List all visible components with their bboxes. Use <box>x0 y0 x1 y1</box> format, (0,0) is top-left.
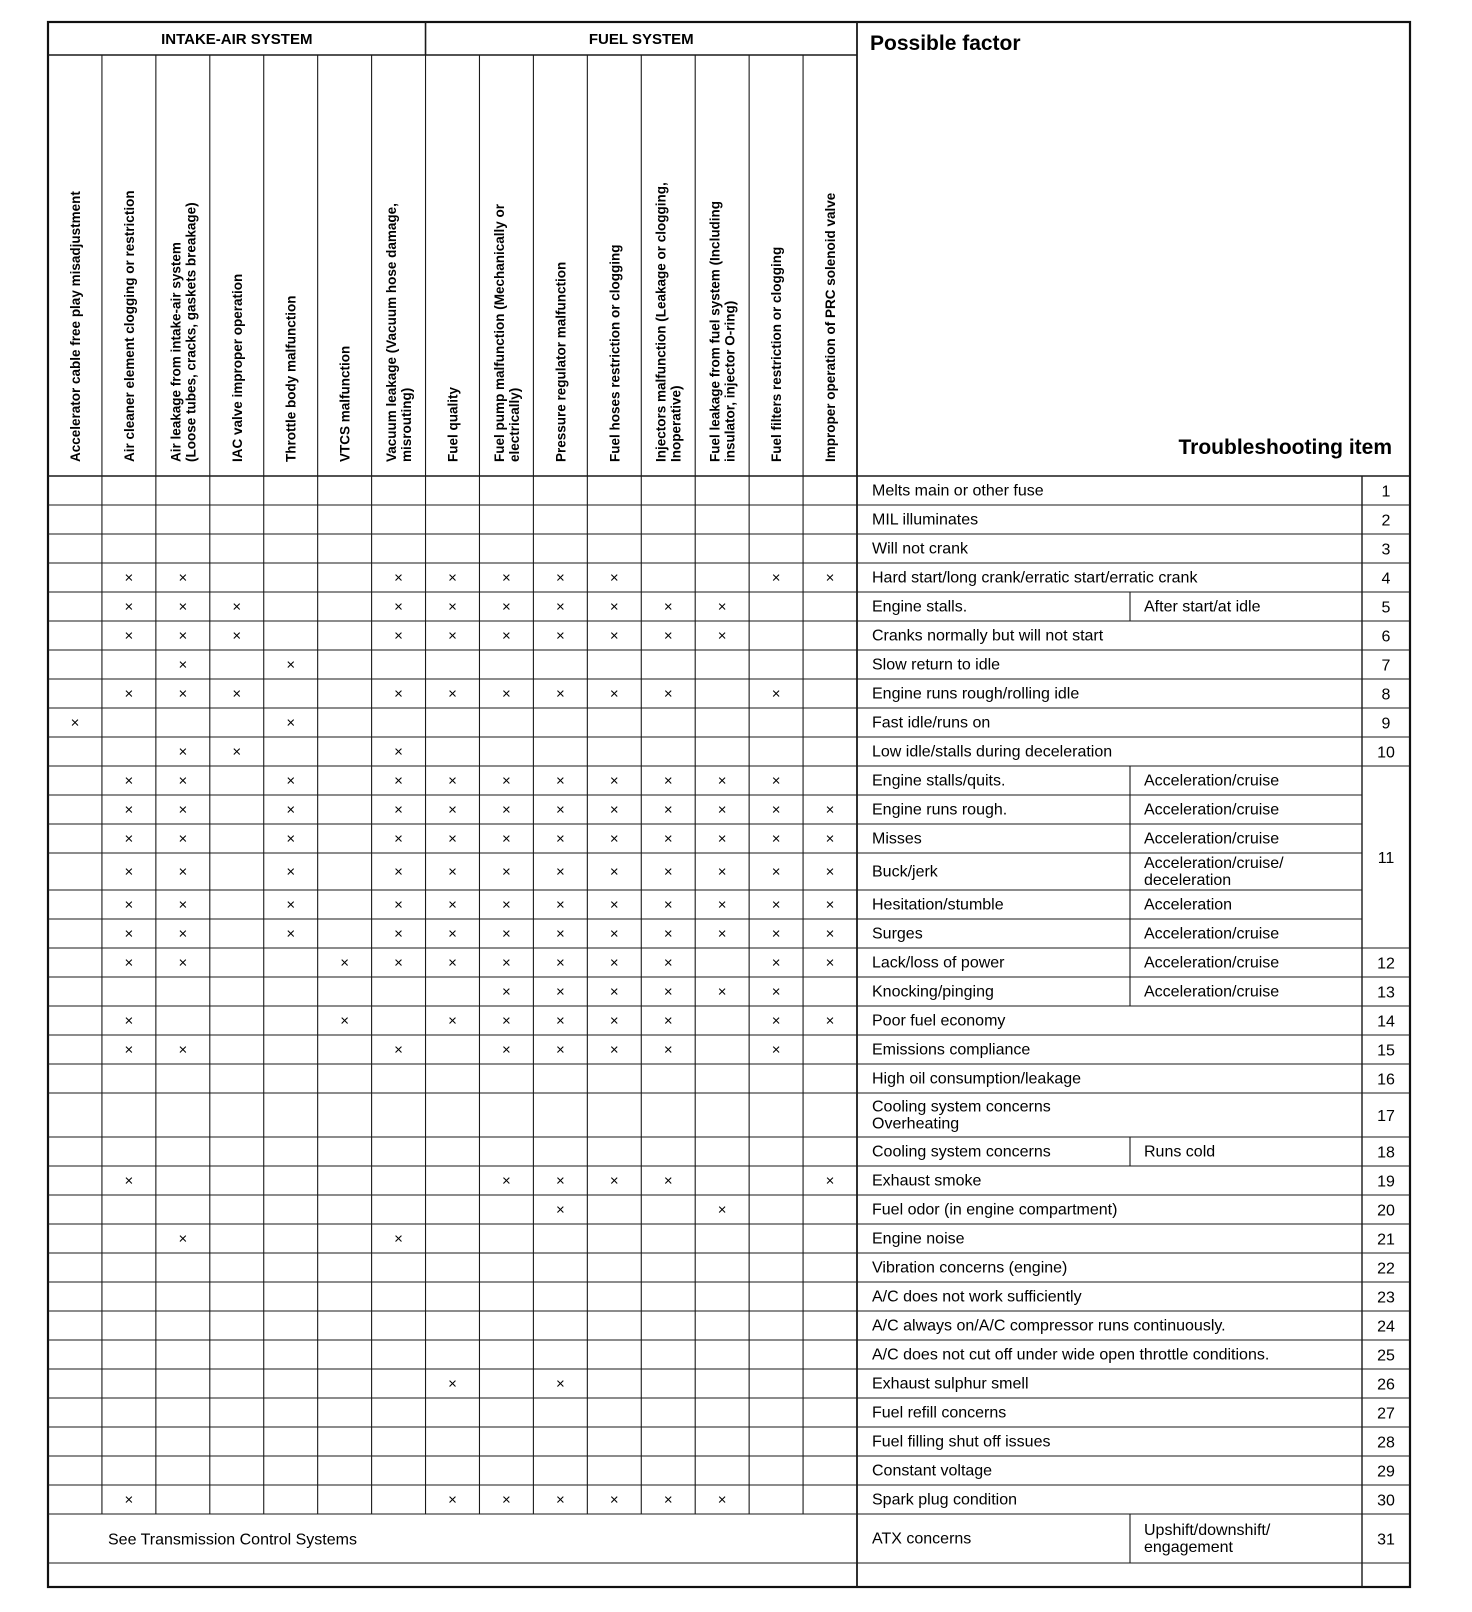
condition-label: Acceleration/cruise <box>1144 925 1280 943</box>
item-number: 8 <box>1381 686 1391 704</box>
troubleshooting-item-label: Fuel refill concerns <box>872 1404 1007 1422</box>
factor-mark: × <box>394 896 403 914</box>
factor-mark: × <box>502 801 511 819</box>
factor-mark: × <box>771 685 781 703</box>
troubleshooting-item-label: MIL illuminates <box>872 511 979 529</box>
factor-mark: × <box>502 1012 511 1030</box>
troubleshooting-item-label: Exhaust smoke <box>872 1172 982 1190</box>
factor-mark: × <box>124 1491 134 1509</box>
factor-mark: × <box>555 569 565 587</box>
column-heading: Air leakage from intake-air system <box>168 242 184 462</box>
factor-mark: × <box>717 1491 727 1509</box>
factor-mark: × <box>178 925 188 943</box>
factor-mark: × <box>663 1491 673 1509</box>
factor-mark: × <box>124 598 134 616</box>
factor-mark: × <box>825 801 835 819</box>
troubleshooting-item-label: Misses <box>872 830 922 848</box>
troubleshooting-item-label: Overheating <box>872 1115 960 1133</box>
troubleshooting-item-label: A/C does not cut off under wide open throttle conditions. <box>872 1346 1270 1364</box>
factor-mark: × <box>124 801 134 819</box>
column-heading: Vacuum leakage (Vacuum hose damage, <box>384 203 400 462</box>
item-number: 9 <box>1381 715 1391 733</box>
troubleshooting-item-label: Cooling system concerns <box>872 1098 1051 1116</box>
factor-mark: × <box>663 896 673 914</box>
factor-mark: × <box>663 801 673 819</box>
factor-mark: × <box>448 1012 457 1030</box>
factor-mark: × <box>609 983 619 1001</box>
condition-label: Upshift/downshift/ <box>1144 1522 1271 1539</box>
factor-mark: × <box>286 801 296 819</box>
factor-mark: × <box>178 598 188 616</box>
column-heading: Injectors malfunction (Leakage or clogging, <box>653 182 669 462</box>
factor-mark: × <box>502 830 511 848</box>
factor-mark: × <box>609 685 619 703</box>
factor-mark: × <box>555 830 565 848</box>
factor-mark: × <box>502 685 511 703</box>
factor-mark: × <box>555 1491 565 1509</box>
factor-mark: × <box>394 863 403 881</box>
factor-mark: × <box>825 1172 835 1190</box>
factor-mark: × <box>178 954 188 972</box>
factor-mark: × <box>555 685 565 703</box>
column-heading: VTCS malfunction <box>337 345 353 462</box>
troubleshooting-item-label: ATX concerns <box>872 1530 972 1548</box>
factor-mark: × <box>178 1230 188 1248</box>
factor-mark: × <box>663 863 673 881</box>
factor-mark: × <box>717 863 727 881</box>
factor-mark: × <box>124 772 134 790</box>
factor-mark: × <box>394 830 403 848</box>
item-number: 21 <box>1377 1231 1395 1249</box>
factor-mark: × <box>448 954 457 972</box>
factor-mark: × <box>124 925 134 943</box>
factor-mark: × <box>124 896 134 914</box>
factor-mark: × <box>502 1172 511 1190</box>
troubleshooting-item-label: Surges <box>872 925 923 943</box>
factor-mark: × <box>394 685 403 703</box>
troubleshooting-item-label: Cranks normally but will not start <box>872 627 1104 645</box>
factor-mark: × <box>609 598 619 616</box>
factor-mark: × <box>178 830 188 848</box>
item-number: 11 <box>1377 850 1395 867</box>
factor-mark: × <box>771 896 781 914</box>
factor-mark: × <box>394 801 403 819</box>
item-number: 18 <box>1377 1144 1395 1162</box>
item-number: 23 <box>1377 1289 1395 1307</box>
factor-mark: × <box>609 569 619 587</box>
item-number: 19 <box>1377 1173 1395 1191</box>
factor-mark: × <box>663 830 673 848</box>
troubleshooting-item-label: Will not crank <box>872 540 969 558</box>
factor-mark: × <box>825 925 835 943</box>
factor-mark: × <box>394 772 403 790</box>
factor-mark: × <box>394 627 403 645</box>
factor-mark: × <box>70 714 80 732</box>
factor-mark: × <box>340 1012 350 1030</box>
column-heading: Pressure regulator malfunction <box>553 261 569 462</box>
factor-mark: × <box>717 598 727 616</box>
factor-mark: × <box>232 743 242 761</box>
factor-mark: × <box>717 925 727 943</box>
troubleshooting-item-label: Engine stalls. <box>872 598 968 616</box>
column-heading: misrouting) <box>399 387 415 462</box>
column-heading: Air cleaner element clogging or restriction <box>121 190 137 462</box>
troubleshooting-item-label: Constant voltage <box>872 1462 993 1480</box>
item-number: 24 <box>1377 1318 1395 1336</box>
factor-mark: × <box>286 656 296 674</box>
factor-mark: × <box>502 627 511 645</box>
factor-mark: × <box>286 714 296 732</box>
factor-mark: × <box>124 1012 134 1030</box>
troubleshooting-item-label: Low idle/stalls during deceleration <box>872 743 1113 761</box>
troubleshooting-item-label: Cooling system concerns <box>872 1143 1051 1161</box>
factor-mark: × <box>178 656 188 674</box>
factor-mark: × <box>555 896 565 914</box>
condition-label: Acceleration/cruise <box>1144 954 1280 972</box>
item-number: 2 <box>1381 512 1391 530</box>
factor-mark: × <box>448 801 457 819</box>
troubleshooting-item-label: Engine runs rough. <box>872 801 1008 819</box>
factor-mark: × <box>717 830 727 848</box>
factor-mark: × <box>178 685 188 703</box>
factor-mark: × <box>609 830 619 848</box>
factor-mark: × <box>555 1041 565 1059</box>
troubleshooting-item-label: Fast idle/runs on <box>872 714 991 732</box>
factor-mark: × <box>178 743 188 761</box>
troubleshooting-item-label: Slow return to idle <box>872 656 1001 674</box>
factor-mark: × <box>448 598 457 616</box>
condition-label: Acceleration <box>1144 896 1233 914</box>
item-number: 3 <box>1381 541 1391 559</box>
factor-mark: × <box>609 801 619 819</box>
factor-mark: × <box>555 1201 565 1219</box>
factor-mark: × <box>502 772 511 790</box>
factor-mark: × <box>286 896 296 914</box>
condition-label: Runs cold <box>1144 1143 1216 1161</box>
troubleshooting-item-label: Hard start/long crank/erratic start/erratic crank <box>872 569 1198 587</box>
factor-mark: × <box>555 983 565 1001</box>
item-number: 17 <box>1377 1108 1395 1125</box>
troubleshooting-item-label: Lack/loss of power <box>872 954 1005 972</box>
factor-mark: × <box>286 830 296 848</box>
factor-mark: × <box>663 685 673 703</box>
factor-mark: × <box>124 954 134 972</box>
factor-mark: × <box>448 925 457 943</box>
factor-mark: × <box>609 1491 619 1509</box>
item-number: 31 <box>1377 1531 1395 1549</box>
item-number: 5 <box>1381 599 1391 617</box>
factor-mark: × <box>717 801 727 819</box>
factor-mark: × <box>394 925 403 943</box>
condition-label: Acceleration/cruise <box>1144 772 1280 790</box>
factor-mark: × <box>609 1041 619 1059</box>
item-number: 29 <box>1377 1463 1395 1481</box>
factor-mark: × <box>825 1012 835 1030</box>
condition-label: Acceleration/cruise <box>1144 830 1280 848</box>
factor-mark: × <box>448 569 457 587</box>
factor-mark: × <box>394 1230 403 1248</box>
factor-mark: × <box>178 569 188 587</box>
factor-mark: × <box>663 598 673 616</box>
factor-mark: × <box>717 983 727 1001</box>
column-heading: (Loose tubes, cracks, gaskets breakage) <box>183 202 199 463</box>
factor-mark: × <box>448 1375 457 1393</box>
troubleshooting-item-label: Vibration concerns (engine) <box>872 1259 1068 1277</box>
column-heading: Fuel leakage from fuel system (Including <box>707 200 723 462</box>
condition-label: engagement <box>1144 1539 1233 1556</box>
factor-mark: × <box>609 627 619 645</box>
factor-mark: × <box>771 925 781 943</box>
factor-mark: × <box>555 1172 565 1190</box>
condition-label: deceleration <box>1144 872 1232 889</box>
factor-mark: × <box>124 830 134 848</box>
factor-mark: × <box>771 1041 781 1059</box>
factor-mark: × <box>663 1012 673 1030</box>
factor-mark: × <box>771 863 781 881</box>
column-heading: Fuel filters restriction or clogging <box>769 246 785 462</box>
factor-mark: × <box>232 627 242 645</box>
factor-mark: × <box>663 1041 673 1059</box>
factor-mark: × <box>502 925 511 943</box>
factor-mark: × <box>448 896 457 914</box>
factor-mark: × <box>555 801 565 819</box>
column-heading: insulator, injector O-ring) <box>722 300 738 462</box>
troubleshooting-item-label: A/C always on/A/C compressor runs continuously. <box>872 1317 1226 1335</box>
factor-mark: × <box>502 983 511 1001</box>
factor-mark: × <box>394 1041 403 1059</box>
factor-mark: × <box>178 627 188 645</box>
factor-mark: × <box>448 830 457 848</box>
factor-mark: × <box>609 1172 619 1190</box>
factor-mark: × <box>124 1172 134 1190</box>
column-heading: Fuel quality <box>445 386 461 462</box>
factor-mark: × <box>124 863 134 881</box>
factor-mark: × <box>771 983 781 1001</box>
factor-mark: × <box>232 598 242 616</box>
factor-mark: × <box>178 896 188 914</box>
factor-mark: × <box>178 801 188 819</box>
column-heading: Throttle body malfunction <box>283 295 299 462</box>
troubleshooting-item-label: Engine noise <box>872 1230 965 1248</box>
troubleshooting-item-label: Fuel filling shut off issues <box>872 1433 1051 1451</box>
factor-mark: × <box>825 954 835 972</box>
factor-mark: × <box>555 627 565 645</box>
factor-mark: × <box>555 772 565 790</box>
item-number: 7 <box>1381 657 1391 675</box>
factor-mark: × <box>609 896 619 914</box>
factor-mark: × <box>555 1375 565 1393</box>
item-number: 14 <box>1377 1013 1395 1031</box>
factor-mark: × <box>609 954 619 972</box>
possible-factor-title: Possible factor <box>870 32 1021 55</box>
factor-mark: × <box>771 1012 781 1030</box>
item-number: 22 <box>1377 1260 1395 1278</box>
group-label: INTAKE-AIR SYSTEM <box>161 31 313 48</box>
factor-mark: × <box>286 863 296 881</box>
troubleshooting-item-label: Poor fuel economy <box>872 1012 1006 1030</box>
factor-mark: × <box>825 863 835 881</box>
column-heading: Fuel pump malfunction (Mechanically or <box>491 203 507 462</box>
factor-mark: × <box>502 1491 511 1509</box>
factor-mark: × <box>286 925 296 943</box>
column-heading: IAC valve improper operation <box>229 273 245 462</box>
factor-mark: × <box>502 896 511 914</box>
column-heading: Improper operation of PRC solenoid valve <box>823 192 839 462</box>
factor-mark: × <box>555 1012 565 1030</box>
factor-mark: × <box>555 863 565 881</box>
factor-mark: × <box>178 1041 188 1059</box>
troubleshooting-item-label: Buck/jerk <box>872 863 938 881</box>
item-number: 26 <box>1377 1376 1395 1394</box>
factor-mark: × <box>502 863 511 881</box>
troubleshooting-item-label: Spark plug condition <box>872 1491 1017 1509</box>
factor-mark: × <box>286 772 296 790</box>
factor-mark: × <box>771 569 781 587</box>
factor-mark: × <box>771 954 781 972</box>
factor-mark: × <box>394 954 403 972</box>
item-number: 15 <box>1377 1042 1395 1060</box>
troubleshooting-item-label: Engine stalls/quits. <box>872 772 1006 790</box>
factor-mark: × <box>448 1491 457 1509</box>
factor-mark: × <box>178 863 188 881</box>
column-heading: Inoperative) <box>668 385 684 462</box>
item-number: 10 <box>1377 744 1395 762</box>
item-number: 30 <box>1377 1492 1395 1510</box>
factor-mark: × <box>124 569 134 587</box>
factor-mark: × <box>663 1172 673 1190</box>
factor-mark: × <box>232 685 242 703</box>
factor-mark: × <box>124 685 134 703</box>
item-number: 20 <box>1377 1202 1395 1220</box>
factor-mark: × <box>825 569 835 587</box>
factor-mark: × <box>609 925 619 943</box>
factor-mark: × <box>663 772 673 790</box>
column-heading: electrically) <box>506 387 522 462</box>
footnote: See Transmission Control Systems <box>108 1531 357 1549</box>
factor-mark: × <box>825 896 835 914</box>
item-number: 12 <box>1377 955 1395 973</box>
troubleshooting-item-label: A/C does not work sufficiently <box>872 1288 1082 1306</box>
troubleshooting-item-label: Engine runs rough/rolling idle <box>872 685 1080 703</box>
factor-mark: × <box>555 598 565 616</box>
condition-label: Acceleration/cruise <box>1144 983 1280 1001</box>
factor-mark: × <box>771 801 781 819</box>
item-number: 4 <box>1381 570 1391 588</box>
item-number: 28 <box>1377 1434 1395 1452</box>
condition-label: Acceleration/cruise <box>1144 801 1280 819</box>
factor-mark: × <box>394 743 403 761</box>
factor-mark: × <box>717 627 727 645</box>
factor-mark: × <box>717 1201 727 1219</box>
factor-mark: × <box>178 772 188 790</box>
factor-mark: × <box>663 925 673 943</box>
factor-mark: × <box>502 1041 511 1059</box>
troubleshooting-item-label: Knocking/pinging <box>872 983 994 1001</box>
group-label: FUEL SYSTEM <box>588 31 694 48</box>
factor-mark: × <box>502 569 511 587</box>
factor-mark: × <box>555 954 565 972</box>
troubleshooting-item-label: Hesitation/stumble <box>872 896 1004 914</box>
factor-mark: × <box>663 983 673 1001</box>
factor-mark: × <box>502 598 511 616</box>
factor-mark: × <box>555 925 565 943</box>
factor-mark: × <box>609 772 619 790</box>
item-number: 16 <box>1377 1071 1395 1089</box>
item-number: 27 <box>1377 1405 1395 1423</box>
factor-mark: × <box>448 685 457 703</box>
factor-mark: × <box>771 772 781 790</box>
factor-mark: × <box>717 896 727 914</box>
item-number: 13 <box>1377 984 1395 1002</box>
item-number: 1 <box>1381 483 1391 501</box>
factor-mark: × <box>124 1041 134 1059</box>
troubleshooting-item-label: Exhaust sulphur smell <box>872 1375 1029 1393</box>
factor-mark: × <box>124 627 134 645</box>
factor-mark: × <box>502 954 511 972</box>
item-number: 6 <box>1381 628 1391 646</box>
factor-mark: × <box>340 954 350 972</box>
factor-mark: × <box>663 954 673 972</box>
condition-label: Acceleration/cruise/ <box>1144 855 1284 872</box>
troubleshooting-item-label: Emissions compliance <box>872 1041 1031 1059</box>
troubleshooting-item-label: Fuel odor (in engine compartment) <box>872 1201 1118 1219</box>
factor-mark: × <box>663 627 673 645</box>
factor-mark: × <box>394 598 403 616</box>
factor-mark: × <box>609 1012 619 1030</box>
troubleshooting-item-label: Melts main or other fuse <box>872 482 1044 500</box>
factor-mark: × <box>394 569 403 587</box>
factor-mark: × <box>448 863 457 881</box>
factor-mark: × <box>448 627 457 645</box>
troubleshooting-item-label: High oil consumption/leakage <box>872 1070 1082 1088</box>
factor-mark: × <box>771 830 781 848</box>
column-heading: Accelerator cable free play misadjustment <box>67 191 83 462</box>
factor-mark: × <box>825 830 835 848</box>
factor-mark: × <box>609 863 619 881</box>
factor-mark: × <box>448 772 457 790</box>
troubleshooting-item-title: Troubleshooting item <box>1178 436 1392 459</box>
factor-mark: × <box>717 772 727 790</box>
column-heading: Fuel hoses restriction or clogging <box>607 244 623 462</box>
condition-label: After start/at idle <box>1144 598 1261 616</box>
item-number: 25 <box>1377 1347 1395 1365</box>
